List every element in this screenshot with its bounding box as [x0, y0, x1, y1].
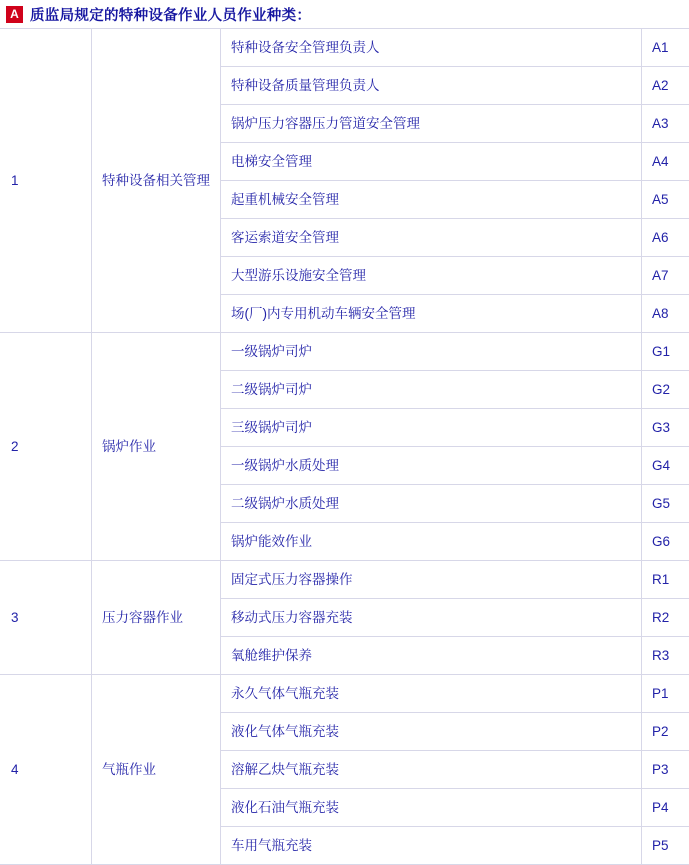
occupation-code-cell: G4: [642, 447, 689, 485]
category-cell: 锅炉作业: [92, 333, 221, 561]
occupation-name-cell: 氧舱维护保养: [221, 637, 642, 675]
occupation-name-cell: 固定式压力容器操作: [221, 561, 642, 599]
occupation-code-cell: R2: [642, 599, 689, 637]
occupation-code-cell: P5: [642, 827, 689, 865]
occupation-code-cell: P4: [642, 789, 689, 827]
row-index-cell: 2: [1, 333, 92, 561]
category-cell: 压力容器作业: [92, 561, 221, 675]
occupation-code-cell: R1: [642, 561, 689, 599]
occupation-code-cell: A1: [642, 29, 689, 67]
occupation-code-cell: P2: [642, 713, 689, 751]
occupation-name-cell: 特种设备安全管理负责人: [221, 29, 642, 67]
occupation-name-cell: 锅炉压力容器压力管道安全管理: [221, 105, 642, 143]
occupation-name-cell: 二级锅炉水质处理: [221, 485, 642, 523]
occupation-code-cell: G6: [642, 523, 689, 561]
row-index-cell: 3: [1, 561, 92, 675]
occupation-name-cell: 电梯安全管理: [221, 143, 642, 181]
table-body: [1, 29, 689, 865]
occupation-code-cell: P1: [642, 675, 689, 713]
row-index-cell: 4: [1, 675, 92, 865]
occupation-name-cell: 特种设备质量管理负责人: [221, 67, 642, 105]
occupation-name-cell: 液化石油气瓶充装: [221, 789, 642, 827]
occupation-name-cell: 移动式压力容器充装: [221, 599, 642, 637]
occupation-name-cell: 大型游乐设施安全管理: [221, 257, 642, 295]
occupation-code-cell: A6: [642, 219, 689, 257]
occupation-code-cell: G1: [642, 333, 689, 371]
occupation-name-cell: 液化气体气瓶充装: [221, 713, 642, 751]
occupation-name-cell: 溶解乙炔气瓶充装: [221, 751, 642, 789]
occupation-category-table: [0, 28, 689, 865]
page-title: 质监局规定的特种设备作业人员作业种类：: [30, 4, 311, 25]
occupation-code-cell: A5: [642, 181, 689, 219]
occupation-name-cell: 起重机械安全管理: [221, 181, 642, 219]
category-cell: 特种设备相关管理: [92, 29, 221, 333]
occupation-name-cell: 车用气瓶充装: [221, 827, 642, 865]
occupation-name-cell: 场(厂)内专用机动车辆安全管理: [221, 295, 642, 333]
occupation-name-cell: 一级锅炉司炉: [221, 333, 642, 371]
occupation-code-cell: A2: [642, 67, 689, 105]
occupation-code-cell: A8: [642, 295, 689, 333]
occupation-code-cell: A3: [642, 105, 689, 143]
occupation-code-cell: P3: [642, 751, 689, 789]
table-row: [1, 29, 689, 67]
occupation-name-cell: 二级锅炉司炉: [221, 371, 642, 409]
occupation-name-cell: 锅炉能效作业: [221, 523, 642, 561]
table-row: [1, 333, 689, 371]
occupation-code-cell: A7: [642, 257, 689, 295]
section-badge-icon: A: [6, 6, 23, 23]
occupation-name-cell: 三级锅炉司炉: [221, 409, 642, 447]
occupation-name-cell: 客运索道安全管理: [221, 219, 642, 257]
table-row: [1, 561, 689, 599]
occupation-code-cell: R3: [642, 637, 689, 675]
category-cell: 气瓶作业: [92, 675, 221, 865]
occupation-code-cell: G3: [642, 409, 689, 447]
occupation-name-cell: 一级锅炉水质处理: [221, 447, 642, 485]
table-row: [1, 675, 689, 713]
occupation-code-cell: G5: [642, 485, 689, 523]
section-header: [0, 0, 689, 28]
occupation-code-cell: A4: [642, 143, 689, 181]
row-index-cell: 1: [1, 29, 92, 333]
occupation-code-cell: G2: [642, 371, 689, 409]
occupation-name-cell: 永久气体气瓶充装: [221, 675, 642, 713]
